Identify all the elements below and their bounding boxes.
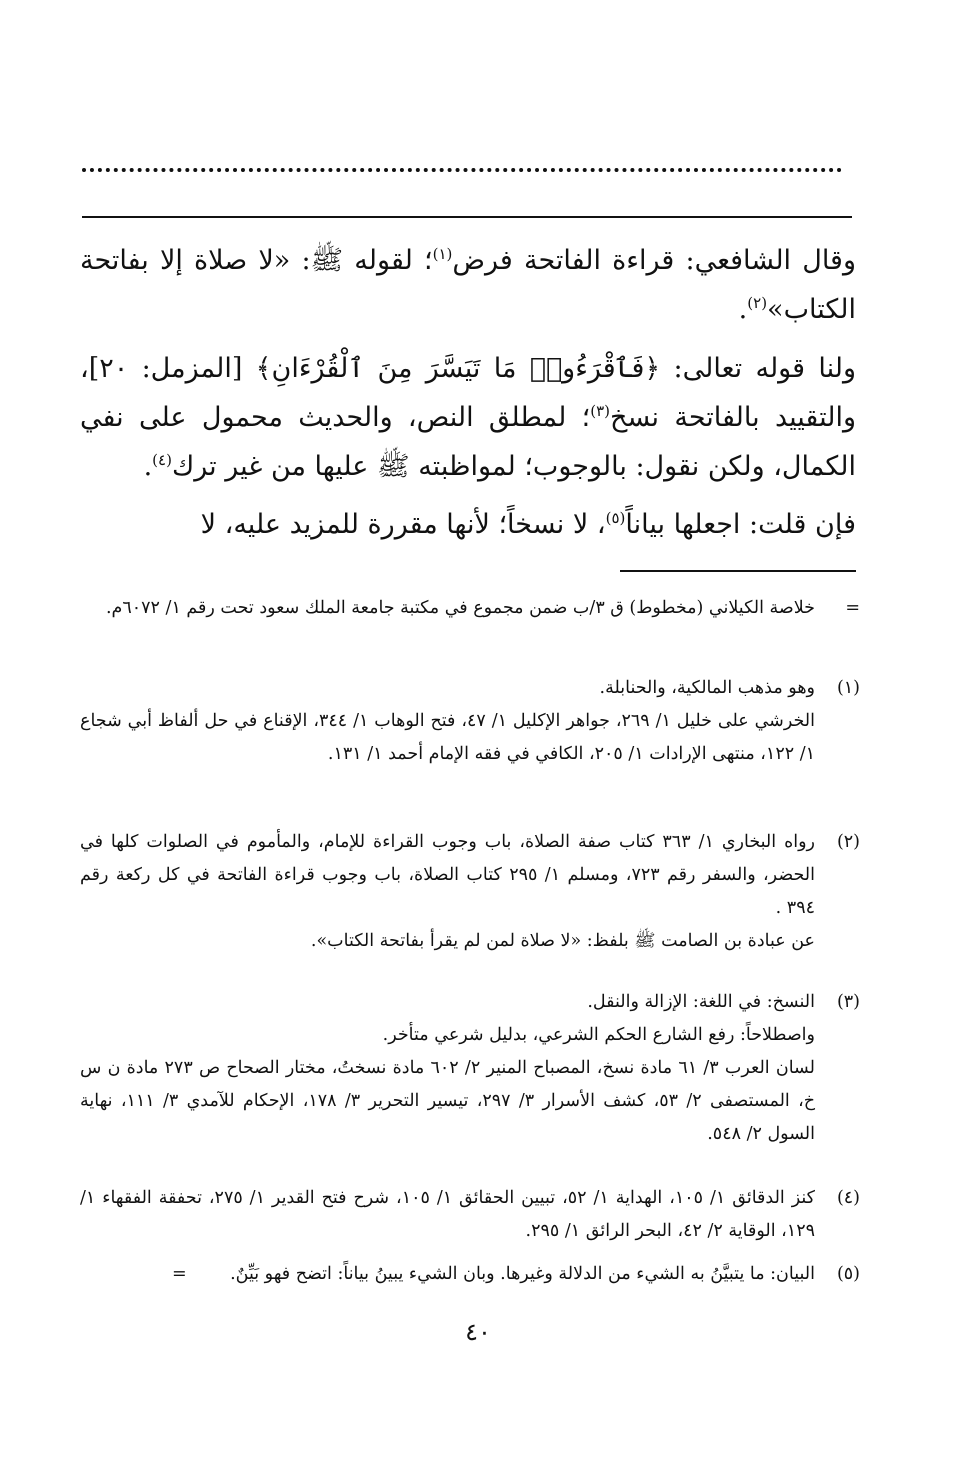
footnote-text: واصطلاحاً: رفع الشارع الحكم الشرعي، بدليل شرعي متأخر. (382, 1025, 815, 1045)
continues-mark: = (172, 1264, 187, 1284)
text-run: ولنا قوله تعالى: ﴿فَٱقْرَءُوا۟ مَا تَيَسَّرَ مِنَ ٱلْقُرْءَانِ﴾ [المزمل: ٢٠]، والتقييد بالفاتحة نسخ (80, 353, 856, 433)
dotted-separator (82, 168, 842, 172)
footnote-text: النسخ: في اللغة: الإزالة والنقل. (587, 992, 815, 1012)
text-run: . (738, 294, 748, 325)
footnote-5 (80, 1258, 860, 1291)
footnote-number: (١) (836, 678, 860, 698)
footnote-number: (٤) (836, 1188, 860, 1208)
footnote-ref-1[interactable]: (١) (432, 245, 453, 263)
footnote-1 (80, 672, 860, 771)
footnote-ref-2[interactable]: (٢) (747, 294, 768, 312)
text-run: ؛ لمطلق النص، والحديث محمول على نفي الكمال، ولكن نقول: بالوجوب؛ لمواظبته ﷺ عليها من غير ترك (80, 402, 856, 482)
page-number: ٤٠ (465, 1318, 491, 1346)
text-run: وقال الشافعي: قراءة الفاتحة فرض (452, 245, 856, 276)
text-run: . (143, 451, 153, 482)
footnote-number: (٥) (836, 1264, 860, 1284)
footnote-number: (٢) (836, 832, 860, 852)
footnote-text: الخرشي على خليل ١/ ٢٦٩، جواهر الإكليل ١/ ٤٧، فتح الوهاب ١/ ٣٤٤، الإقناع في حل ألفاظ أبي شجاع ١/ ١٢٢، منتهى الإرادات ١/ ٢٠٥، الكافي في فقه الإمام أحمد ١/ ١٣١. (80, 711, 815, 764)
footnote-text: عن عبادة بن الصامت ﷺ بلفظ: «لا صلاة لمن لم يقرأ بفاتحة الكتاب». (310, 931, 815, 951)
continuation-mark: = (845, 598, 860, 618)
header-rule (82, 216, 852, 218)
footnote-2 (80, 826, 860, 958)
main-paragraph-1 (80, 236, 856, 334)
footnote-ref-5[interactable]: (٥) (605, 509, 626, 527)
footnote-continuation (80, 592, 860, 625)
footnote-text: وهو مذهب المالكية، والحنابلة. (599, 678, 815, 698)
main-paragraph-3 (80, 500, 856, 549)
text-run: ، لا نسخاً؛ لأنها مقررة للمزيد عليه، لا (200, 509, 606, 540)
footnote-3 (80, 986, 860, 1151)
footnote-text: البيان: ما يتبيَّنُ به الشيء من الدلالة وغيرها. وبان الشيء يبينُ بياناً: اتضح فهو بَيِّنٌ. (230, 1264, 815, 1284)
footnote-number: (٣) (836, 992, 860, 1012)
text-run: فإن قلت: اجعلها بياناً (625, 509, 856, 540)
footnote-text: رواه البخاري ١/ ٣٦٣ كتاب صفة الصلاة، باب وجوب القراءة للإمام، والمأموم في الصلوات كلها في الحضر، والسفر رقم ٧٢٣، ومسلم ١/ ٢٩٥ كتاب الصلاة، باب وجوب قراءة الفاتحة في كل ركعة رقم ٣٩٤ . (80, 832, 816, 918)
footnote-rule (620, 570, 856, 572)
main-paragraph-2 (80, 344, 856, 491)
footnote-text: لسان العرب ٣/ ٦١ مادة نسخ، المصباح المنير ٢/ ٦٠٢ مادة نسختُ، مختار الصحاح ص ٢٧٣ مادة ن س خ، المستصفى ٢/ ٥٣، كشف الأسرار ٣/ ٢٩٧، تيسير التحرير ٣/ ١٧٨، الإحكام للآمدي ٣/ ١١١، نهاية السول ٢/ ٥٤٨. (80, 1058, 816, 1144)
footnote-ref-3[interactable]: (٣) (590, 402, 611, 420)
footnote-text: خلاصة الكيلاني (مخطوط) ق ٣/ب ضمن مجموع في مكتبة جامعة الملك سعود تحت رقم ١/ ٦٠٧٢م. (105, 598, 815, 618)
footnote-ref-4[interactable]: (٤) (152, 451, 172, 469)
text-run: ؛ لقوله ﷺ: «لا صلاة إلا بفاتحة الكتاب» (80, 245, 856, 325)
footnote-4 (80, 1182, 860, 1248)
footnote-text: كنز الدقائق ١/ ١٠٥، الهداية ١/ ٥٢، تبيين الحقائق ١/ ١٠٥، شرح فتح القدير ١/ ٢٧٥، تحفقة الفقهاء ١/ ١٢٩، الوقاية ٢/ ٤٢، البحر الرائق ١/ ٢٩٥. (80, 1188, 815, 1241)
